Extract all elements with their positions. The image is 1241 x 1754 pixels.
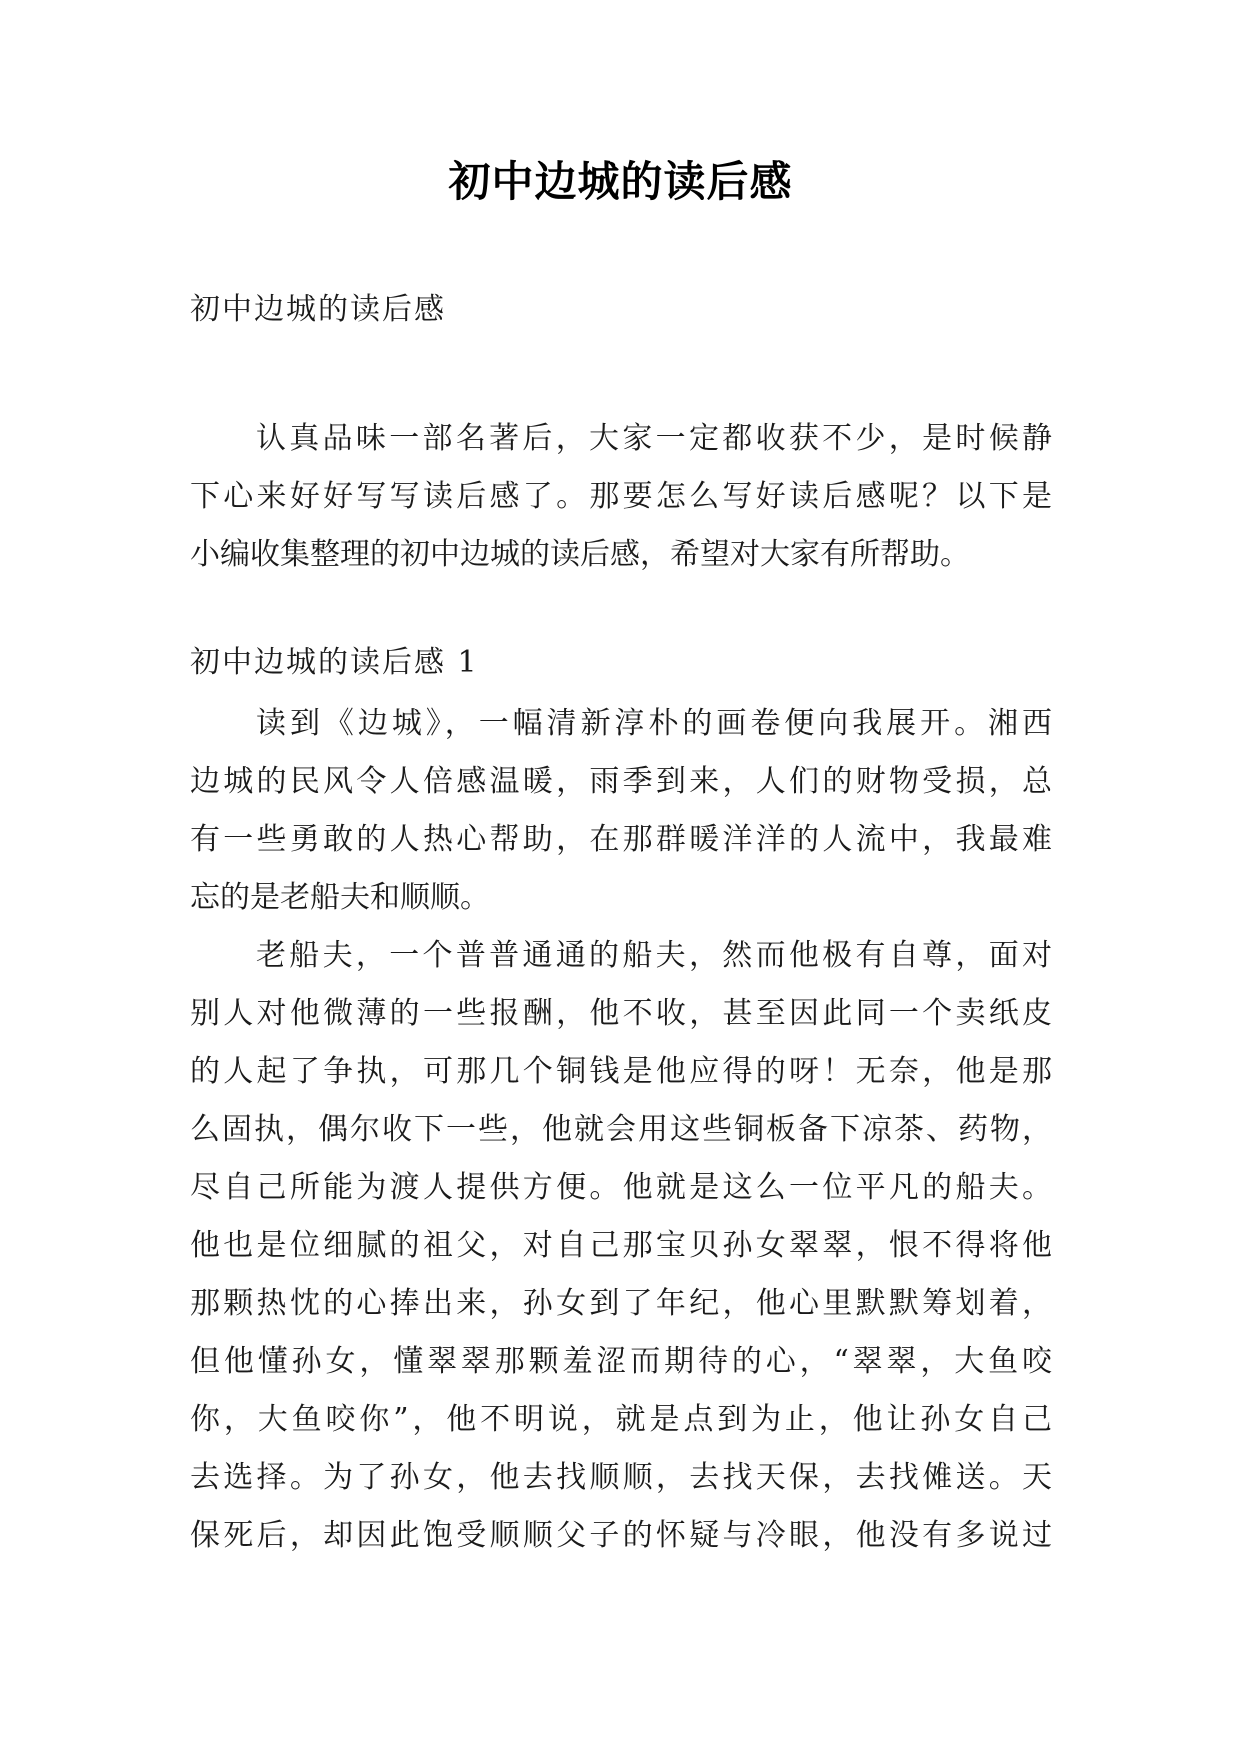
paragraph-line: 老船夫，一个普普通通的船夫，然而他极有自尊，面对	[256, 938, 1052, 973]
intro-paragraph	[190, 410, 1052, 584]
paragraph-line: 么固执，偶尔收下一些，他就会用这些铜板备下凉茶、药物，	[190, 1112, 1052, 1147]
section-heading: 初中边城的读后感 1	[190, 645, 479, 680]
paragraph-line: 小编收集整理的初中边城的读后感，希望对大家有所帮助。	[190, 537, 970, 572]
body-text	[190, 695, 1052, 1565]
paragraph-line: 下心来好好写写读后感了。那要怎么写好读后感呢？以下是	[190, 479, 1052, 514]
paragraph-line: 去选择。为了孙女，他去找顺顺，去找天保，去找傩送。天	[190, 1460, 1052, 1495]
paragraph-line: 尽自己所能为渡人提供方便。他就是这么一位平凡的船夫。	[190, 1170, 1052, 1205]
paragraph-line: 有一些勇敢的人热心帮助，在那群暖洋洋的人流中，我最难	[190, 822, 1052, 857]
paragraph-line: 忘的是老船夫和顺顺。	[190, 880, 490, 915]
page-title: 初中边城的读后感	[448, 157, 793, 206]
paragraph-line: 那颗热忱的心捧出来，孙女到了年纪，他心里默默筹划着，	[190, 1286, 1052, 1321]
paragraph-1	[190, 695, 1052, 927]
paragraph-line: 保死后，却因此饱受顺顺父子的怀疑与冷眼，他没有多说过	[190, 1518, 1052, 1553]
paragraph-line: 但他懂孙女，懂翠翠那颗羞涩而期待的心，“翠翠，大鱼咬	[190, 1344, 1052, 1379]
paragraph-line: 你，大鱼咬你”，他不明说，就是点到为止，他让孙女自己	[190, 1402, 1052, 1437]
paragraph-line: 认真品味一部名著后，大家一定都收获不少，是时候静	[256, 421, 1052, 456]
paragraph-2	[190, 927, 1052, 1565]
paragraph-line: 边城的民风令人倍感温暖，雨季到来，人们的财物受损，总	[190, 764, 1052, 799]
paragraph-line: 别人对他微薄的一些报酬，他不收，甚至因此同一个卖纸皮	[190, 996, 1052, 1031]
paragraph-line: 的人起了争执，可那几个铜钱是他应得的呀！无奈，他是那	[190, 1054, 1052, 1089]
document-subtitle: 初中边城的读后感	[190, 292, 446, 327]
paragraph-line: 他也是位细腻的祖父，对自己那宝贝孙女翠翠，恨不得将他	[190, 1228, 1052, 1263]
paragraph-line: 读到《边城》，一幅清新淳朴的画卷便向我展开。湘西	[256, 706, 1052, 741]
